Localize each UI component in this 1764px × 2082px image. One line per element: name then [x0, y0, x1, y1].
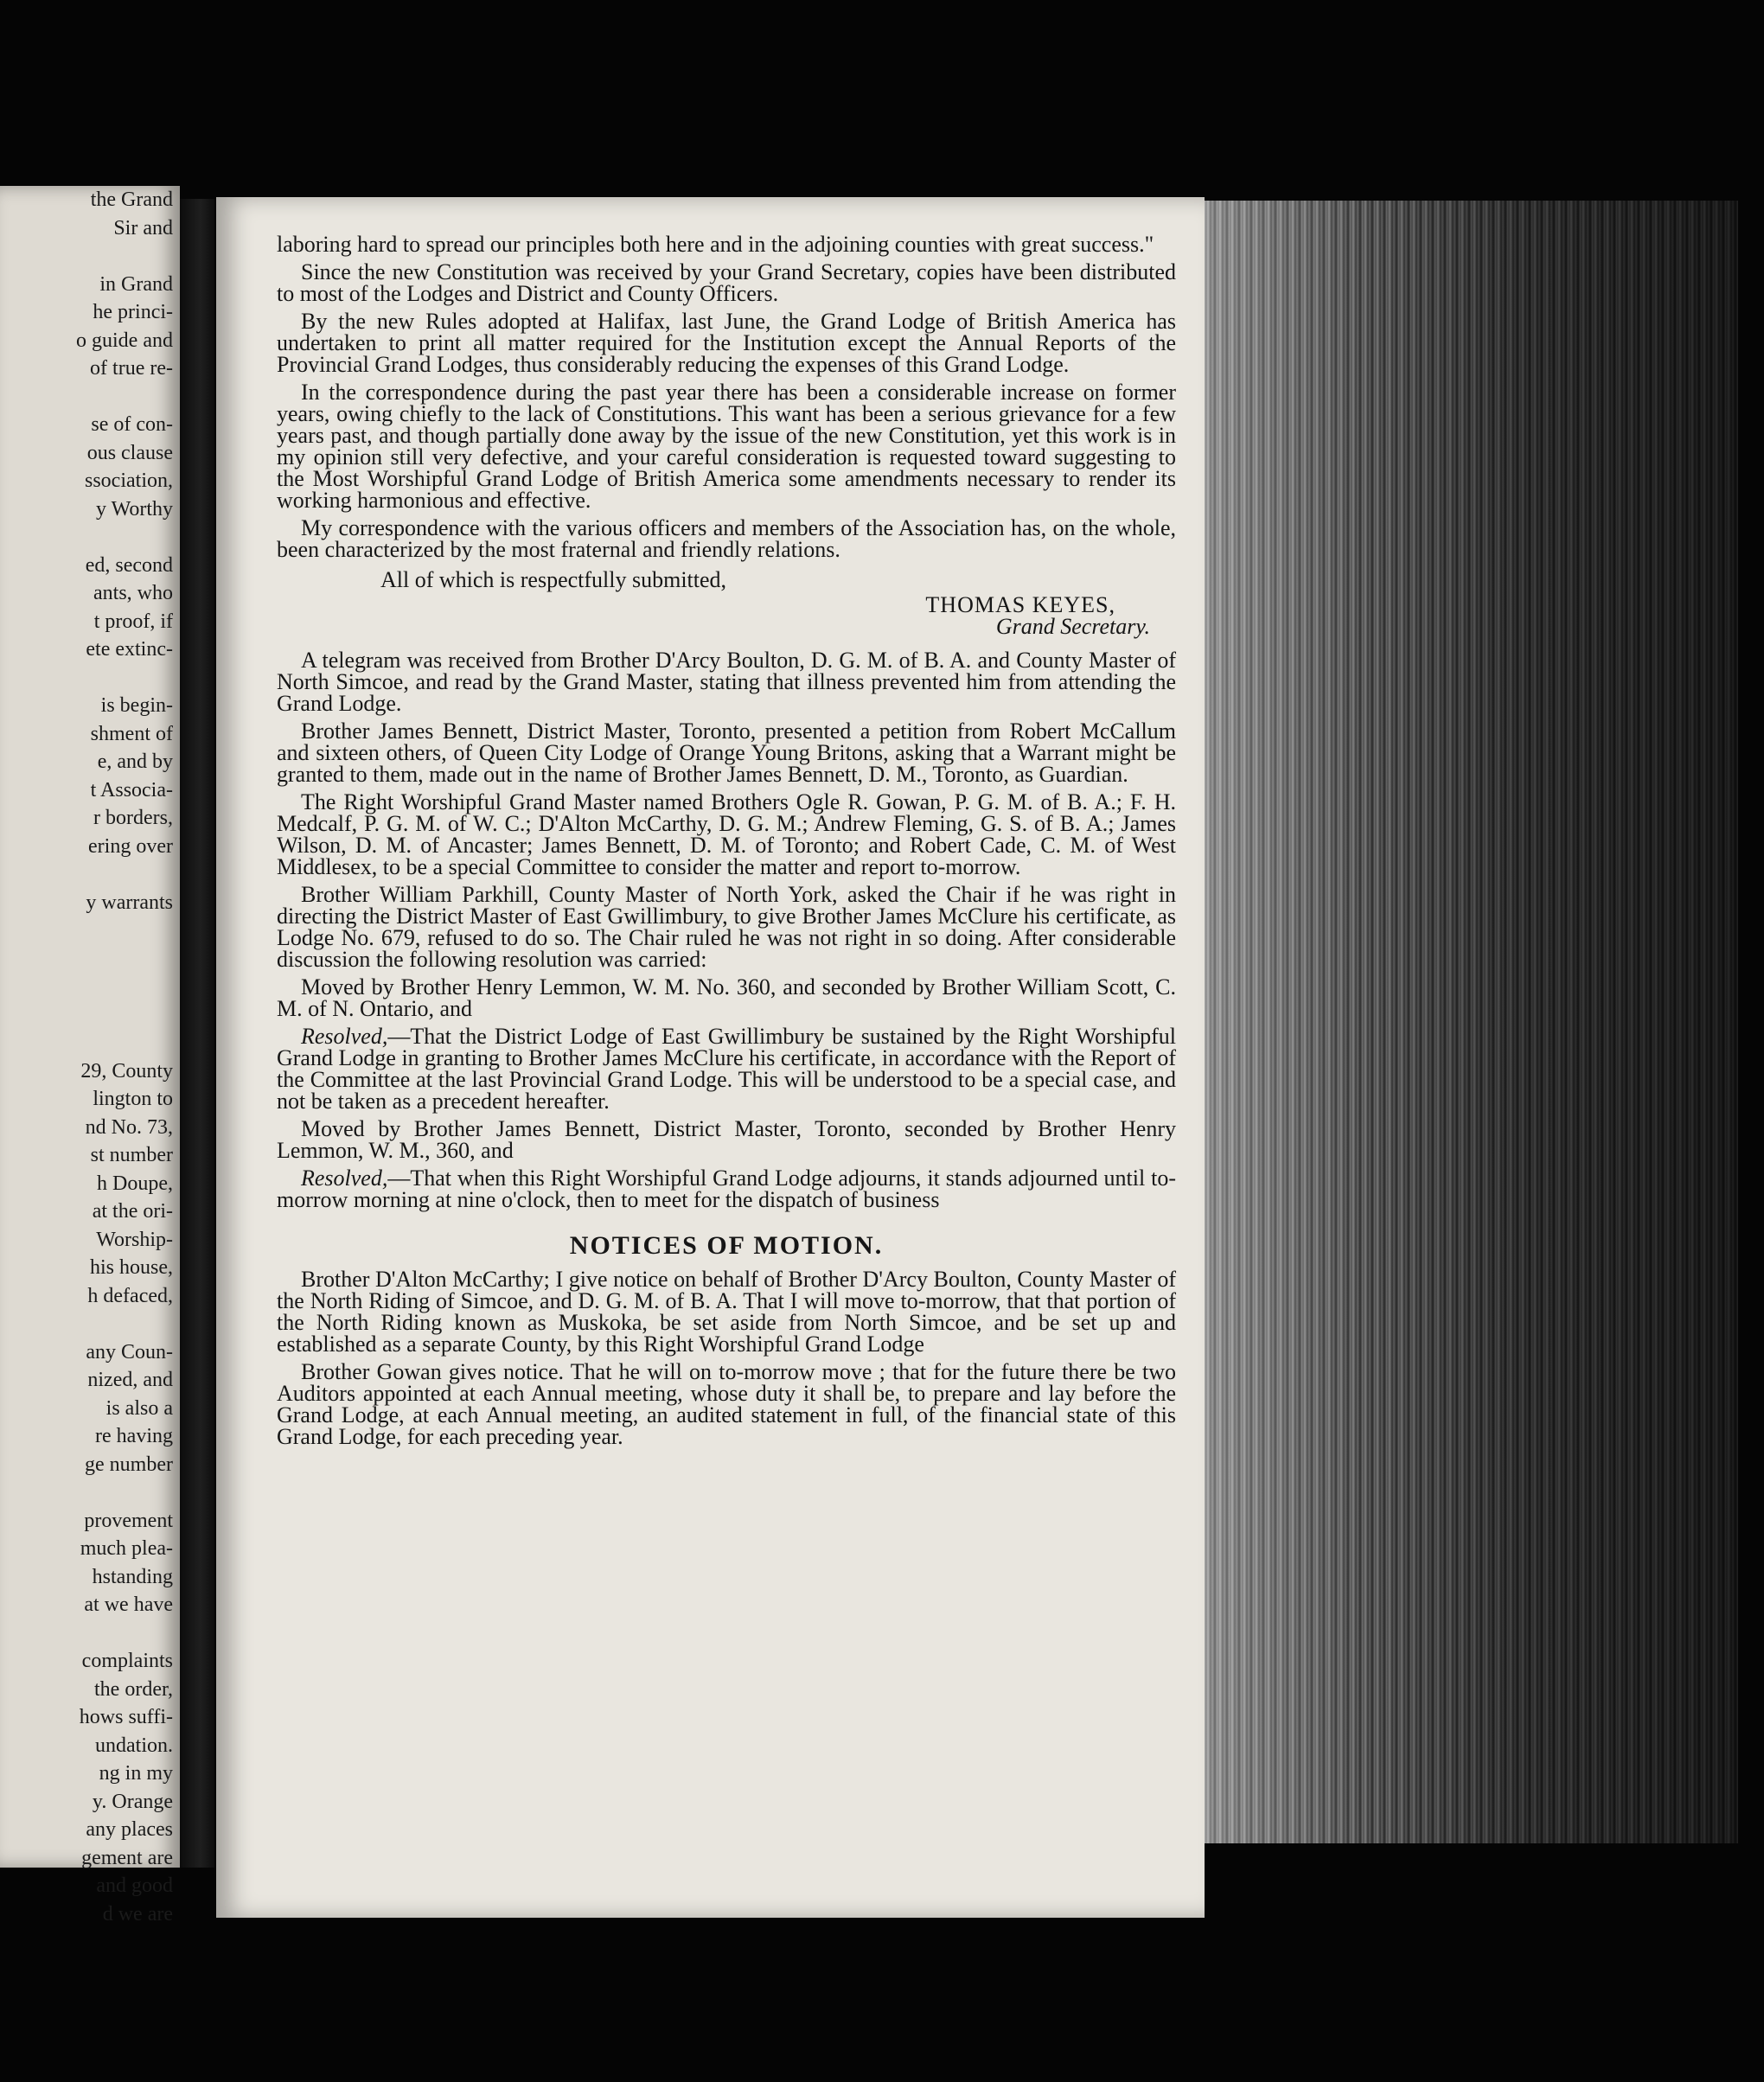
main-page — [216, 197, 1205, 1918]
left-line: complaints — [81, 1650, 173, 1672]
paragraph: Brother William Parkhill, County Master of North York, asked the Chair if he was right in directing the District Master of East Gwillimbury, to give Brother James McClure his certificate, as Lodge No. 679, refused to do so. The Chair ruled he was not right in so doing. After considerable discussion the following resolution was carried: — [277, 882, 1176, 972]
closing-line: All of which is respectfully submitted, — [380, 567, 727, 592]
paragraph: My correspondence with the various officers and members of the Association has, on the whole, been characterized by the most fraternal and friendly relations. — [277, 515, 1176, 562]
left-line: t Associa- — [90, 778, 173, 802]
section-heading: NOTICES OF MOTION. — [569, 1231, 884, 1260]
paragraph: In the correspondence during the past year there has been a considerable increase on former years, owing chiefly to the lack of Constitutions. This want has been a serious grievance for a few years past, and though partially done away by the issue of the new Constitution, yet this work is in my opinion still very defective, and your careful consideration is requested toward suggesting to the Most Worshipful Grand Lodge of British America some amendments necessary to render its working harmonious and effective. — [277, 380, 1176, 513]
left-line: any Coun- — [86, 1340, 173, 1364]
left-line: his house, — [90, 1256, 173, 1279]
left-line — [0, 1029, 173, 1057]
left-line: is begin- — [100, 694, 173, 717]
paragraph: A telegram was received from Brother D'Arcy Boulton, D. G. M. of B. A. and County Master of North Simcoe, and read by the Grand Master, stating that illness prevented him from attending the Grand Lodge. — [277, 648, 1176, 716]
paragraph: Brother James Bennett, District Master, Toronto, presented a petition from Robert McCallum and sixteen others, of Queen City Lodge of Orange Young Britons, asking that a Warrant might be granted to them, made out in the name of Brother James Bennett, D. M., Toronto, as Guardian. — [277, 718, 1176, 787]
left-line — [0, 1478, 173, 1507]
notice-paragraph: Brother D'Alton McCarthy; I give notice on behalf of Brother D'Arcy Boulton, County Master of the North Riding of Simcoe, and D. G. M. of B. A. That I will move to-morrow, that that portion of the North Riding known as Muskoka, be set aside from North Simcoe, and be set up and established as a separate County, by this Right Worshipful Grand Lodge — [277, 1267, 1176, 1357]
left-line: ed, second — [85, 553, 173, 577]
page-edges-shading — [1205, 201, 1738, 1843]
left-line: at we have — [84, 1593, 173, 1616]
left-line: nd No. 73, — [85, 1115, 173, 1139]
left-line — [0, 973, 173, 1001]
left-line: nized, and — [87, 1369, 173, 1391]
left-line: is also a — [105, 1396, 173, 1420]
resolution-text: —That the District Lodge of East Gwillimbury be sustained by the Right Worshipful Grand Lodge in granting to Brother James McClure his certificate, in accordance with the Report of the Committee at the last Provincial Grand Lodge. This will be understood to be a special case, and not be taken as a precedent hereafter. — [277, 1024, 1176, 1114]
left-line: y. Orange — [92, 1790, 173, 1813]
book-gutter — [180, 199, 214, 1868]
left-line: and good — [96, 1874, 173, 1897]
left-line: o guide and — [76, 329, 173, 352]
left-line — [0, 1310, 173, 1338]
left-line: e, and by — [97, 750, 173, 773]
left-line: re having — [95, 1425, 173, 1447]
left-line: r borders, — [93, 807, 173, 829]
paragraph: Moved by Brother James Bennett, District Master, Toronto, seconded by Brother Henry Lemmon, W. M., 360, and — [277, 1116, 1176, 1163]
left-line: ous clause — [86, 441, 173, 464]
left-line: the Grand — [90, 188, 173, 211]
left-line: lington to — [93, 1088, 173, 1110]
left-line: shment of — [90, 722, 173, 745]
left-line: ete extinc- — [86, 638, 173, 661]
left-line: in Grand — [99, 272, 173, 296]
paragraph: laboring hard to spread our principles both here and in the adjoining counties with great success." — [277, 232, 1154, 257]
left-line — [0, 242, 173, 271]
left-page — [0, 186, 180, 1926]
paragraph: Since the new Constitution was received by your Grand Secretary, copies have been distributed to most of the Lodges and District and County Officers. — [277, 259, 1176, 306]
left-line — [0, 916, 173, 945]
resolved-label: Resolved, — [301, 1166, 388, 1191]
paragraph: The Right Worshipful Grand Master named Brothers Ogle R. Gowan, P. G. M. of B. A.; F. H. Medcalf, P. G. M. of W. C.; D'Alton McCarthy, D. G. M.; Andrew Fleming, G. S. of B. A.; James Wilson, D. M. of Ancaster; James Bennett, D. M. of Toronto; and Robert Cade, C. M. of West Middlesex, to be a special Committee to consider the matter and report to-morrow. — [277, 789, 1176, 879]
left-line: y warrants — [86, 891, 173, 914]
left-line: hstanding — [92, 1565, 173, 1588]
left-line — [0, 860, 173, 889]
left-line — [0, 383, 173, 412]
left-line — [0, 664, 173, 693]
left-line: st number — [90, 1144, 173, 1166]
left-line — [0, 523, 173, 552]
left-line: gement are — [81, 1846, 173, 1869]
signature-title: Grand Secretary. — [995, 614, 1150, 639]
left-line — [0, 1619, 173, 1648]
left-line — [0, 1001, 173, 1030]
left-line: h Doupe, — [97, 1172, 173, 1195]
left-line: ge number — [85, 1453, 173, 1476]
left-line: the order, — [94, 1677, 173, 1701]
paragraph: Moved by Brother Henry Lemmon, W. M. No. 360, and seconded by Brother William Scott, C. M. of N. Ontario, and — [277, 974, 1176, 1021]
running-head-faded — [277, 214, 1176, 232]
main-text-block — [277, 214, 1176, 1453]
resolution-paragraph — [277, 1167, 1176, 1210]
left-line: much plea- — [80, 1537, 173, 1560]
left-line — [0, 945, 173, 974]
left-page-text — [0, 186, 180, 1928]
left-line: undation. — [95, 1734, 173, 1757]
paragraph: By the new Rules adopted at Halifax, last June, the Grand Lodge of British America has undertaken to print all matter required for the Institution except the Annual Reports of the Provincial Grand Lodges, thus considerably reducing the expenses of this Grand Lodge. — [277, 309, 1176, 377]
left-line: any places — [86, 1818, 173, 1841]
left-line: Sir and — [113, 216, 173, 239]
left-line: hows suffi- — [79, 1706, 173, 1728]
left-line: h defaced, — [87, 1284, 173, 1307]
left-line: at the ori- — [92, 1200, 173, 1223]
left-line: ssociation, — [85, 469, 173, 492]
left-line: of true re- — [90, 357, 173, 380]
resolution-text: —That when this Right Worshipful Grand Lodge adjourns, it stands adjourned until to-morrow morning at nine o'clock, then to meet for the dispatch of business — [277, 1166, 1176, 1212]
left-line: ants, who — [93, 582, 173, 604]
resolved-label: Resolved, — [301, 1024, 388, 1049]
left-line: 29, County — [80, 1059, 173, 1083]
left-line: y Worthy — [96, 497, 173, 520]
signature-name: THOMAS KEYES, — [925, 592, 1115, 617]
left-line: Worship- — [96, 1228, 173, 1251]
left-line: t proof, if — [93, 610, 173, 633]
left-line: provement — [84, 1509, 173, 1532]
left-line: ering over — [88, 834, 173, 858]
resolution-paragraph — [277, 1025, 1176, 1112]
left-line: se of con- — [91, 413, 173, 436]
left-line: he princi- — [93, 301, 173, 323]
left-line: ng in my — [99, 1762, 173, 1785]
left-line: d we are — [102, 1902, 173, 1926]
notice-paragraph: Brother Gowan gives notice. That he will on to-morrow move ; that for the future there be two Auditors appointed at each Annual meeting, whose duty it shall be, to prepare and lay before the Grand Lodge, at each Annual meeting, an audited statement in full, of the financial state of this Grand Lodge, for each preceding year. — [277, 1359, 1176, 1449]
